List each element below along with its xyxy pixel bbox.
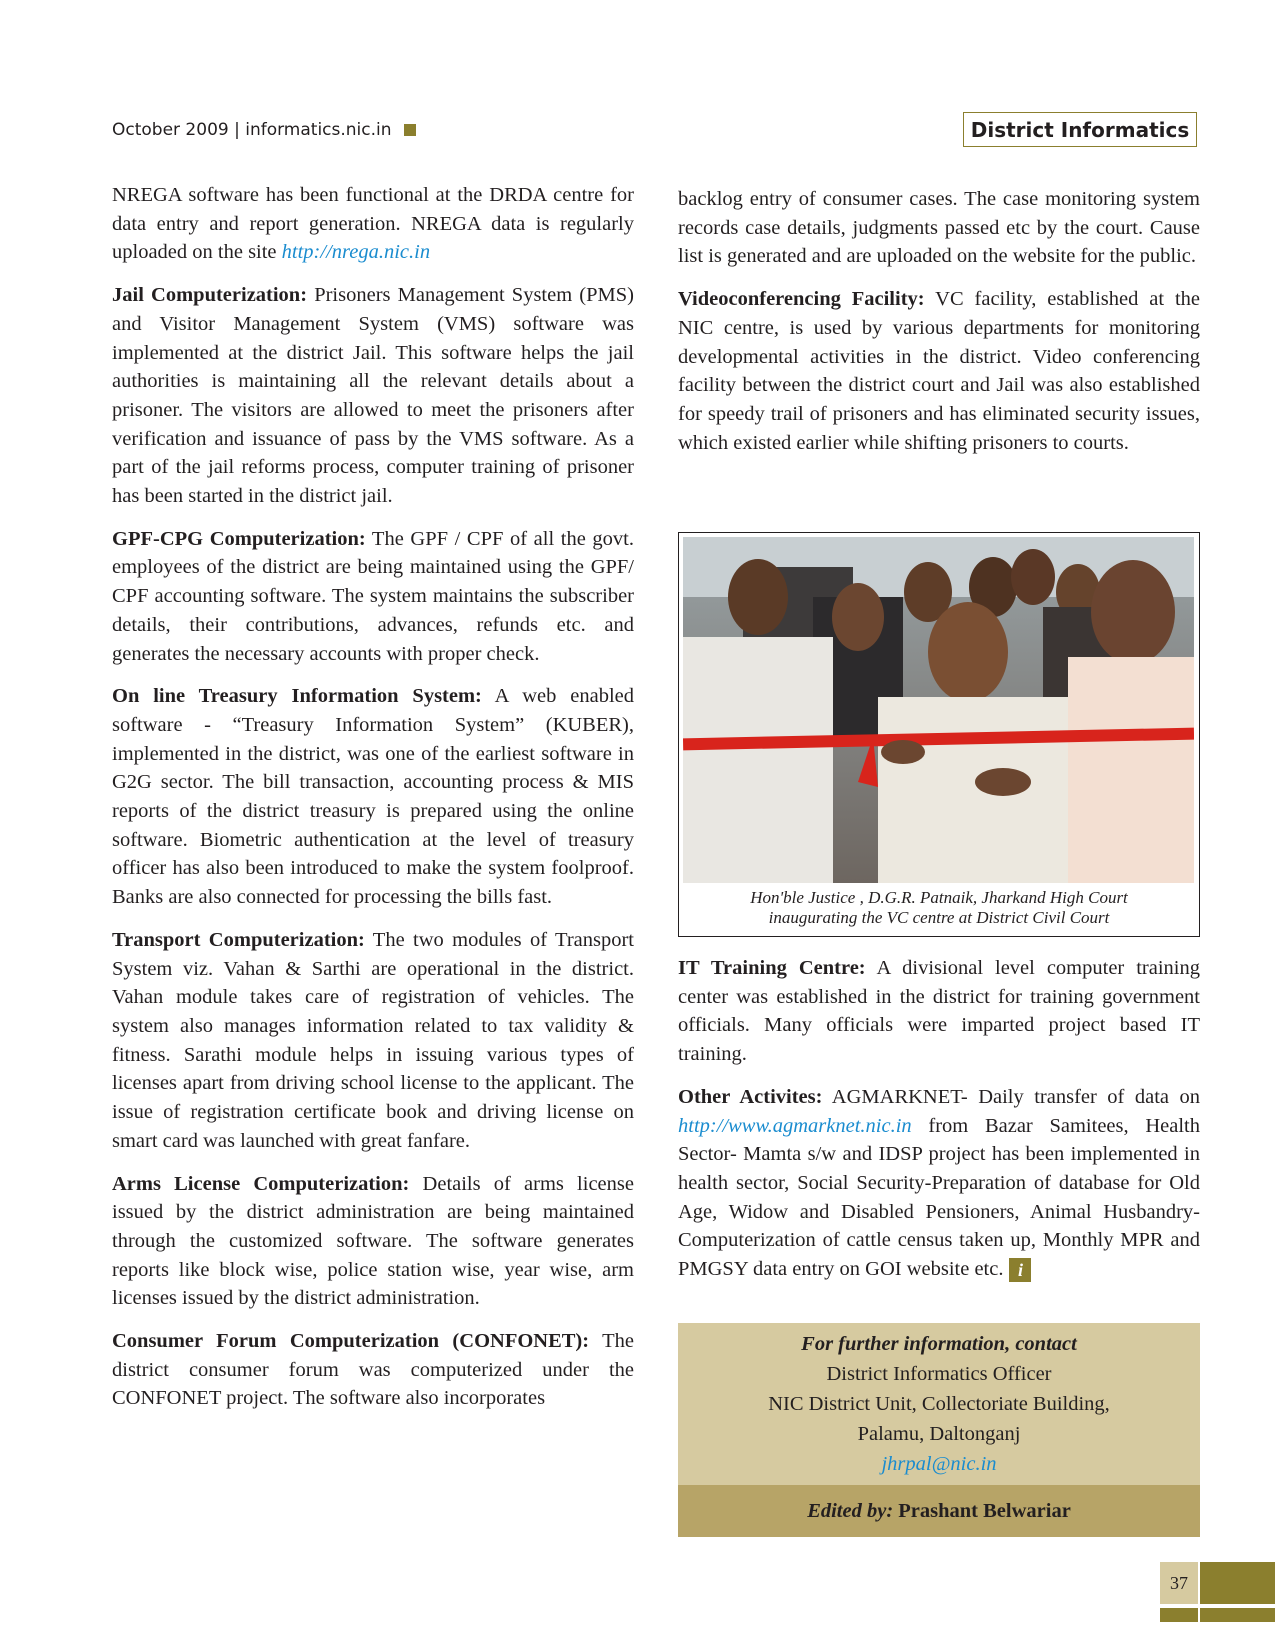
paragraph-jail: Jail Computerization: Prisoners Management System (PMS) and Visitor Management System (VMS) software was implemented at the district Jail. This software helps the jail authorities is maintaining all the relevant details about a prisoner. The visitors are allowed to meet the prisoners after verification and issuance of pass by the VMS software. As a part of the jail reforms process, computer training of prisoner has been started in the district jail. [112, 284, 634, 508]
edited-by-bar [678, 1485, 1200, 1537]
header-square-icon [404, 124, 416, 136]
heading-videoconf: Videoconferencing Facility: [678, 288, 925, 311]
contact-email-link[interactable]: jhrpal@nic.in [881, 1453, 997, 1475]
right-column-bottom [678, 954, 1200, 1298]
heading-treasury: On line Treasury Information System: [112, 685, 482, 708]
paragraph-other: Other Activites: AGMARKNET- Daily transfer of data on http://www.agmarknet.nic.in from Bazar Samitees, Health Sector- Mamta s/w and IDSP project has been implemented in health sector, Social Security-Preparation of database for Old Age, Widow and Disabled Pensioners, Animal Husbandry- Computerization of cattle census taken up, Monthly MPR and PMGSY data entry on GOI website etc. i [678, 1085, 1200, 1281]
paragraph-transport: Transport Computerization: The two modules of Transport System viz. Vahan & Sarthi are operational in the district. Vahan module takes care of registration of vehicles. The system also manages information related to tax validity & fitness. Sarathi module helps in issuing various types of licenses apart from driving school license to the applicant. The issue of registration certificate book and driving license on smart card was launched with great fanfare. [112, 928, 635, 1152]
heading-transport: Transport Computerization: [112, 928, 365, 951]
heading-gpf: GPF-CPG Computerization: [112, 527, 366, 550]
paragraph-videoconf: Videoconferencing Facility: VC facility, established at the NIC centre, is used by various departments for monitoring developmental activities in the district. Video conferencing facility between the district court and Jail was also established for speedy trail of prisoners and has eliminated security issues, which existed earlier while shifting prisoners to courts. [678, 288, 1201, 454]
info-icon: i [1009, 1258, 1031, 1282]
paragraph-gpf: GPF-CPG Computerization: The GPF / CPF of all the govt. employees of the district are being maintained using the GPF/ CPF accounting software. The system maintains the subscriber details, their contributions, advances, refunds etc. and generates the necessary accounts with proper check. [112, 527, 634, 665]
paragraph-treasury: On line Treasury Information System: A web enabled software - “Treasury Information System” (KUBER), implemented in the district, was one of the earliest software in G2G sector. The bill transaction, accounting process & MIS reports of the district treasury is prepared using the online software. Biometric authentication at the level of treasury officer has also been introduced to make the system foolproof. Banks are also connected for processing the bills fast. [112, 685, 634, 909]
editor-name: Prashant Belwariar [898, 1500, 1071, 1522]
photo-caption [679, 888, 1199, 928]
heading-it-training: IT Training Centre: [678, 957, 866, 979]
paragraph-nrega: NREGA software has been functional at the DRDA centre for data entry and report generation. NREGA data is regularly uploaded on the site http://nrega.nic.in [112, 184, 634, 264]
heading-arms: Arms License Computerization: [112, 1172, 410, 1195]
header-publication [112, 120, 416, 140]
photo-figure [678, 532, 1200, 937]
contact-heading: For further information, contact [801, 1333, 1077, 1355]
caption-line-2: inaugurating the VC centre at District Civil Court [768, 908, 1110, 927]
paragraph-consumer-cont: backlog entry of consumer cases. The case monitoring system records case details, judgments passed etc by the court. Cause list is generated and are uploaded on the website for the public. [678, 188, 1200, 268]
contact-line-2: NIC District Unit, Collectoriate Building, [768, 1393, 1110, 1415]
edited-label: Edited by: [807, 1500, 894, 1522]
header-date-site: October 2009 | informatics.nic.in [112, 120, 392, 140]
page-number-bar [1200, 1562, 1275, 1604]
heading-jail: Jail Computerization: [112, 284, 308, 307]
page-number-underbar-right [1200, 1608, 1275, 1622]
paragraph-it-training: IT Training Centre: A divisional level computer training center was established in the district for training government officials. Many officials were imparted project based IT training. [678, 957, 1200, 1066]
page-number: 37 [1160, 1562, 1198, 1604]
page-number-underbar [1160, 1608, 1198, 1622]
contact-box [678, 1323, 1200, 1485]
paragraph-arms: Arms License Computerization: Details of arms license issued by the district administration are being maintained through the customized software. The software generates reports like block wise, police station wise, year wise, arm licenses issued by the district administration. [112, 1172, 634, 1310]
nrega-link[interactable]: http://nrega.nic.in [281, 241, 431, 264]
right-column-top [678, 185, 1200, 471]
inauguration-photo [683, 537, 1194, 883]
section-title: District Informatics [963, 112, 1197, 147]
paragraph-confonet: Consumer Forum Computerization (CONFONET): The district consumer forum was computerized under the CONFONET project. The software also incorporates [112, 1330, 634, 1410]
caption-line-1: Hon'ble Justice , D.G.R. Patnaik, Jharkand High Court [750, 888, 1128, 907]
heading-other: Other Activites: [678, 1085, 823, 1108]
agmarknet-link[interactable]: http://www.agmarknet.nic.in [678, 1114, 912, 1137]
left-column [112, 181, 634, 1427]
heading-confonet: Consumer Forum Computerization (CONFONET): [112, 1330, 590, 1353]
contact-line-1: District Informatics Officer [826, 1363, 1052, 1385]
contact-line-3: Palamu, Daltonganj [857, 1423, 1021, 1445]
